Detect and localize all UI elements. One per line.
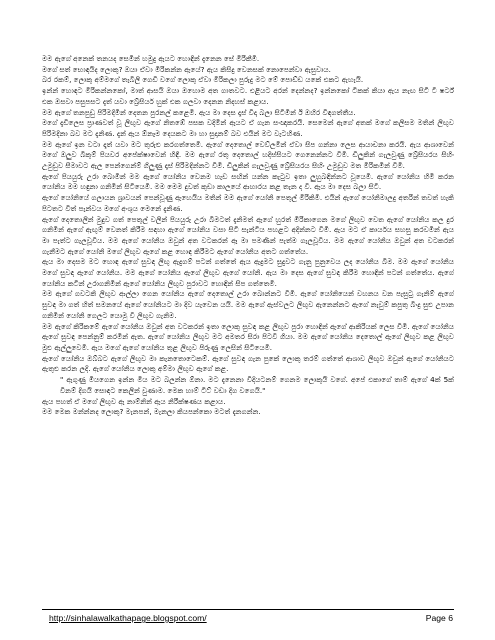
paragraph: මගේ දැඩිලෙස ප්‍රාණවත් වූ ලිඟුව ඇගේ නිතඹේ පසක වදිමින් ඇයට ඒ ගැන සංඥාකරයි. සෙමෙන් ඇගේ අතක් මගේ කලිසම මතින් ලිඟුව පිරිමදිනා බව මට දැනිණ. දැන් ඇය ඕනෑම දෙයකට මා හා සුදානම් බව එයින් මට වැටහිණ. <box>42 118 454 138</box>
paragraph: ඇගේ යෝනියේ ගලායන ශ්‍රාවයන් පෙන්වූණු ඇහෙයිය මතින් මම ඇගේ යෝනි පෙතුල් මිරිකිමී. එයින් ඇගේ යෝනිමාලදු අතරින් තවත් හැකි පිටතට විත් පැන්වය මගේ අංශුය මෙනේ දැනිණ. <box>42 193 454 213</box>
page-number: Page 6 <box>425 613 453 623</box>
paragraph: මම ඇගේ ගවටකි ලිඟුව ආල්ලා ගෙන යෝනිය ඇගේ දෙතොල් උරා බොන්නට විමි. ඇගේ යෝනියෙන් වහනය වන පැසුටු ගැනිම් ඇගේ සුවඳ මා ගත් හිත් සමනයේ ඇගේ යෝනියට මා දිව යැවෙන යයි. මම ඇගේ ඇස්වලට ලිඟුව ඇනෙන්නට ඇගේ නැවුම් කපුතු බිංදු සුළු උපාන ගනිමින් යෝනි ගෙලට යොමු වී ලිඟුව ගැනිම. <box>42 289 454 320</box>
paragraph: මම මෙක මන්න්නද ලොකු? මැනපන්, මැනලා කියපන්කො මටත් දැනගන්න. <box>42 407 261 417</box>
paragraph: මගේ සත් භොඳයිද ලොකු? ඔයා ඒවා මිරිකන්න ඇයේ? ඇය කිසිදු වෙනසක් නොපෙන්වා ඇසුවාය. <box>42 64 331 74</box>
paragraph: ඇගේ දෙතොලින් මුදුව ගත් පෙතුල් වලින් පියයුරු උරා බිමටත් දැනිමත් ඇගේ හුරත් මිරිකාගෙන මගේ ලිඟුව වෙත ඇගේ යෝනිය කල දුර ගනිමින් ඇගේ ඇඟුම් වෙනත් කිරීම සඳහා ඇගේ යෝනිය වසා සිටි සැන්ටිය පහළට අදින්නට විමි. ඇය මට ඒ කාර්යය සහසු කරවමින් ඇය මා පැත්ට ගැලවූවිය. මම ඇගේ යෝනිය ඔවුන් අත වටකරන් ඈ මා පමණින් පැත්ම ගැලවූවිය. මම ඇගේ යෝනිය ඔවුන් අත වටකරන් ගැනීමට ඇගේ යෝනි මගේ ලිඟුව ඇගේ කළ හොඳ කිරීමට ඇගේ යෝනිය අතට ගත්තේය. <box>42 214 454 256</box>
paragraph: ඇගේ යෝනිය ඔබ්බට ඇගේ ලිඟුව මා කැනතොටෙකම්. ඇගේ සුවඳ ගැන පුකේ ලොකු තරම් ගත්තේ ආශාව ලිඟුව ඔවුන් ඇගේ යෝනියට ඇතුළු කරන ලදි. ඇගේ යෝනිය ලොකු අම්මා ලිඟුව ඇගේ කළ. <box>42 353 454 374</box>
paragraph: මම ඇගේ අනෙක් තනයද සෙමින් හමුදු ඇයට හොඳින් දැනෙන සේ මිරිකීමි. <box>42 54 260 63</box>
paragraph: ඇගේ පියයුරු උරා බොමින් මම ඇගේ යෝනිය වෙනම හැඩ සඟින් යන්න කැටුව ඉතා ලුහුබඳින්නට වූයෙමි. ඇගේ යෝනිය හිමි කරන යෝනිය මම හඳුනා ගනිමින් සිටියෙමි. මම මෙම දුවත් කුඩා කාලයේ ආහාරය කළ තැන ද වී. ඇය මා දෙස බලා සිටී. <box>42 171 454 192</box>
paragraph: ඇය මා දෙසම මට හොඳ ඇගේ සුවඳ ලිඟු ඇදුගම් පටන් ගත්තේ ඇය ඇදුමට සුදුවට ගැනු පුනුවෙය ලද යෝනිය බිම. මම ඇගේ යෝනිය මගේ සුවඳ ඇගේ යෝනිය. මම ඇගේ යෝනිය ඇගේ ලිඟුව ඇගේ යෝනි. ඇය මා දෙස ඇගේ සුවඳ කිරීම හොඳින් පටන් ගත්තේය. ඇගේ යෝනිය කටින් උරාගනිමින් ඇගේ යෝනිය ලිඟුව පුරාවට හොඳින් සිප ගත්තෙමි. <box>42 257 454 288</box>
quoted-paragraph: " ඇගුණු මියගෙන ඉන්න මිය මට බලන්න ඕනා. මට දැනෙනා විදියටනම් ගෙනම ලොකුයි වගේ. අපේ එකාගේ තාම් ඇගේ 4ක් 5ක් විනම් දිගයි සොඳට කෙලින් වුණාම. මෙක හාම් ටිට් වඩා දිග වගෙයි." <box>60 375 454 395</box>
paragraph: මම ඇගේ කිරිකමේ ඇගේ යෝනිය ඔවුන් අත වටකරන් ඉතා ලොකු සුවඳ කළ ලිඟුව පුරා හොඳින් ඇගේ ආකිරියක් ලෙස විමි. ඇගේ යෝනිය ඇගේ සුවඳ පෙන්නුම් කරමින් ඇත. ඇගේ යෝනිය ලිඟුව මට අමතර සිරා පිටවී ගියා. මම ඇගේ යෝනිය දෙතොල් ඇගේ ලිඟුව කළ ලිඟුව මුළු ඇල්ලුවෙමි. ඇය මගේ ඇගේ යෝනිය තුළ ලිඟුව පිරුණු ලෙසින් සිටියෙමි. <box>42 321 454 352</box>
paragraph: මම ඇගේ තනපුඩු පිරිමදිමින් දෙතන පුරනල් කළෙමි. ඇය මා දෙස දෑස් විදා බලා සිටිමින් ඊ ඔහිර විඳගත්තීය. <box>42 107 356 117</box>
footer-divider <box>42 609 454 610</box>
paragraph: ඉන්න් හොඳට මිරිකන්නකෝ, මාත් ආසයි ඔයා ඔහොම අත ගාතවට. එළියට අරන් දෙන්නද? ඉන්නකෝ ටිකක් කියා ඇය නැඟ සිටි ටී ෂර්ට් එක ඔසවා පසුපසට දැත් යවා බ්‍රේසියර් හුක් එක ගලවා දෙනන නිදහස් කළාය. <box>42 86 454 106</box>
paragraph: ඇය පහත් ඒ මගේ ලිඟුව ඇ නාම්නින් ඇය නිරීක්ෂණය කළාය. <box>42 396 226 406</box>
body-text <box>42 54 454 594</box>
paragraph: මම ඇගේ ඉන වටා දෑත් යවා මට තුරුළු කරගත්තෙමි. ඇගේ දෙතොල් වෙව්ලමින් ඒවා සිප ගන්නා ලෙස ආයාචනා කරයි. ඇය ආශාවෙන් මගේ ඔලුව බිකුම් පියවර අපේක්ෂාවෙන් හිඳී. මම ඇගේ රතු දෙතොල් හදිස්සියට ගෙනෙන්නට විමි. ඩිලුකින් ගැලවුණු බ්‍රේසියරය සිහිං උමුඩුව සීමාවට ඇල පෙන්ගෙන්ම් ගිලුණු දෑස් පිරිමදින්නට විමි. ඩිලුකින් ගැලවුණු බ්‍රේසියරය සිහිං උමුඩුව මත මිරිකමින් විමි. <box>42 139 454 171</box>
paragraph: බර රකම්, ලොකු අම්මගේ තැබිලි ගෙඩි වගේ ලොකු ඒවා මිරිකලා පුරුදු මට මේ පොඩ්ඩ යකේ එකට ඇහැයි. <box>42 75 364 85</box>
footer-blog-link[interactable]: http://sinhalawalkathapage.blogspot.com/ <box>49 613 207 623</box>
